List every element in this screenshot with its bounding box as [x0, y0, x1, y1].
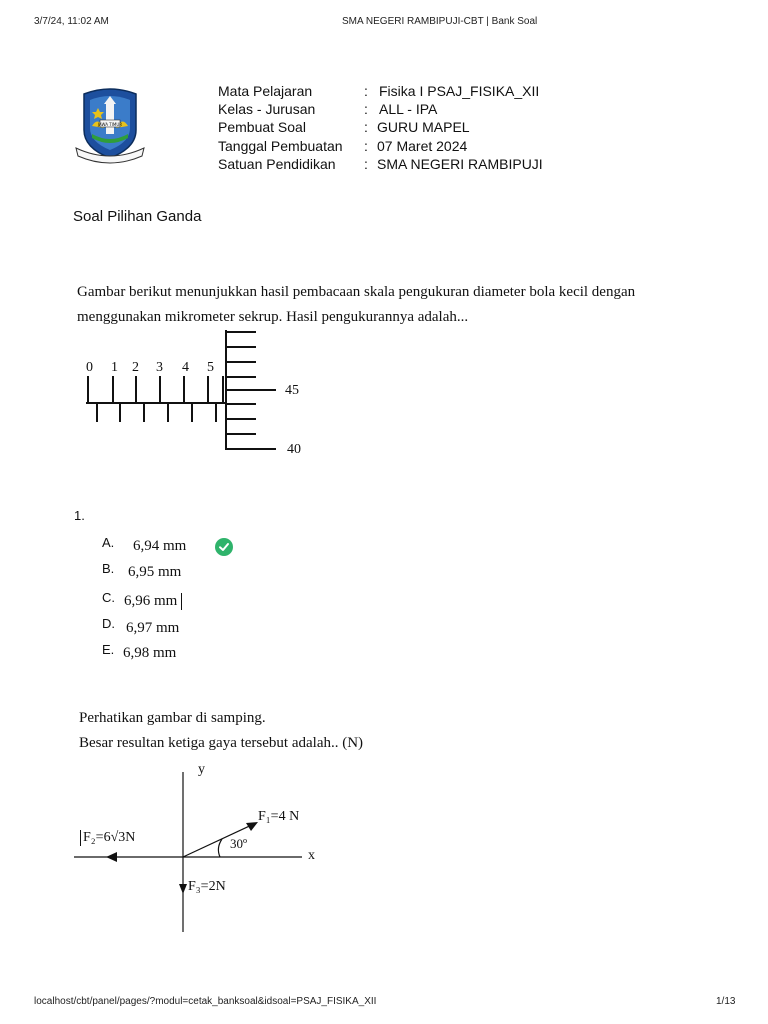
main-scale-label-2: 2	[132, 360, 139, 375]
angle-label: 30º	[230, 836, 248, 851]
force-f3-label: F₃=2N	[188, 879, 226, 894]
option-a-letter: A.	[102, 535, 115, 550]
question-number: 1.	[74, 508, 85, 523]
thimble-label-40: 40	[287, 442, 301, 457]
print-page-number: 1/13	[716, 996, 736, 1007]
force-f2-label: F₂=6√3N	[80, 830, 135, 846]
section-title: Soal Pilihan Ganda	[73, 208, 202, 225]
main-scale-label-0: 0	[86, 360, 93, 375]
thimble-label-45: 45	[285, 383, 299, 398]
force-f1-label: F₁=4 N	[258, 809, 300, 824]
question2-text-line1: Perhatikan gambar di samping.	[79, 710, 266, 726]
main-scale-label-4: 4	[182, 360, 189, 375]
main-scale-label-5: 5	[207, 360, 214, 375]
option-e-value: 6,98 mm	[123, 645, 177, 661]
force-diagram-svg	[70, 760, 340, 940]
crest-motto: JAWA TIMUR	[97, 121, 123, 127]
print-url: localhost/cbt/panel/pages/?modul=cetak_banksoal&idsoal=PSAJ_FISIKA_XII	[34, 996, 377, 1007]
meta-value-school: SMA NEGERI RAMBIPUJI	[377, 156, 543, 172]
question1-text-line1: Gambar berikut menunjukkan hasil pembacaan skala pengukuran diameter bola kecil dengan	[77, 284, 636, 300]
option-c-letter: C.	[102, 590, 115, 605]
option-c-value: 6,96 mm	[124, 593, 178, 609]
option-b-letter: B.	[102, 561, 115, 576]
axis-y-label: y	[198, 762, 205, 777]
option-b-value: 6,95 mm	[128, 564, 182, 580]
print-datetime: 3/7/24, 11:02 AM	[34, 16, 109, 27]
crest-logo	[74, 86, 146, 166]
meta-colon: :	[364, 156, 368, 172]
meta-label-school: Satuan Pendidikan	[218, 156, 336, 172]
meta-value-class: ALL - IPA	[379, 101, 438, 117]
question2-text-line2: Besar resultan ketiga gaya tersebut adalah.. (N)	[79, 735, 364, 751]
print-page-title: SMA NEGERI RAMBIPUJI-CBT | Bank Soal	[342, 16, 538, 27]
micrometer-svg	[80, 328, 320, 468]
meta-value-author: GURU MAPEL	[377, 119, 470, 135]
meta-colon: :	[364, 83, 368, 99]
axis-x-label: x	[308, 848, 315, 863]
option-d-letter: D.	[102, 616, 115, 631]
meta-colon: :	[364, 119, 368, 135]
micrometer-figure	[80, 328, 320, 468]
meta-label-subject: Mata Pelajaran	[218, 83, 313, 99]
text-cursor	[181, 593, 182, 610]
option-a-value: 6,94 mm	[133, 538, 187, 554]
meta-value-date: 07 Maret 2024	[377, 138, 468, 154]
force-diagram	[70, 760, 340, 940]
meta-colon: :	[364, 138, 368, 154]
crest-logo-graphic	[74, 86, 146, 166]
check-circle-icon	[215, 538, 233, 556]
meta-label-author: Pembuat Soal	[218, 119, 306, 135]
meta-value-subject: Fisika I PSAJ_FISIKA_XII	[379, 83, 540, 99]
meta-label-class: Kelas - Jurusan	[218, 101, 316, 117]
main-scale-label-1: 1	[111, 360, 118, 375]
option-e-letter: E.	[102, 642, 115, 657]
meta-colon: :	[364, 101, 368, 117]
option-d-value: 6,97 mm	[126, 620, 180, 636]
meta-label-date: Tanggal Pembuatan	[218, 138, 343, 154]
main-scale-label-3: 3	[156, 360, 163, 375]
question1-text-line2: menggunakan mikrometer sekrup. Hasil pengukurannya adalah...	[77, 309, 469, 325]
